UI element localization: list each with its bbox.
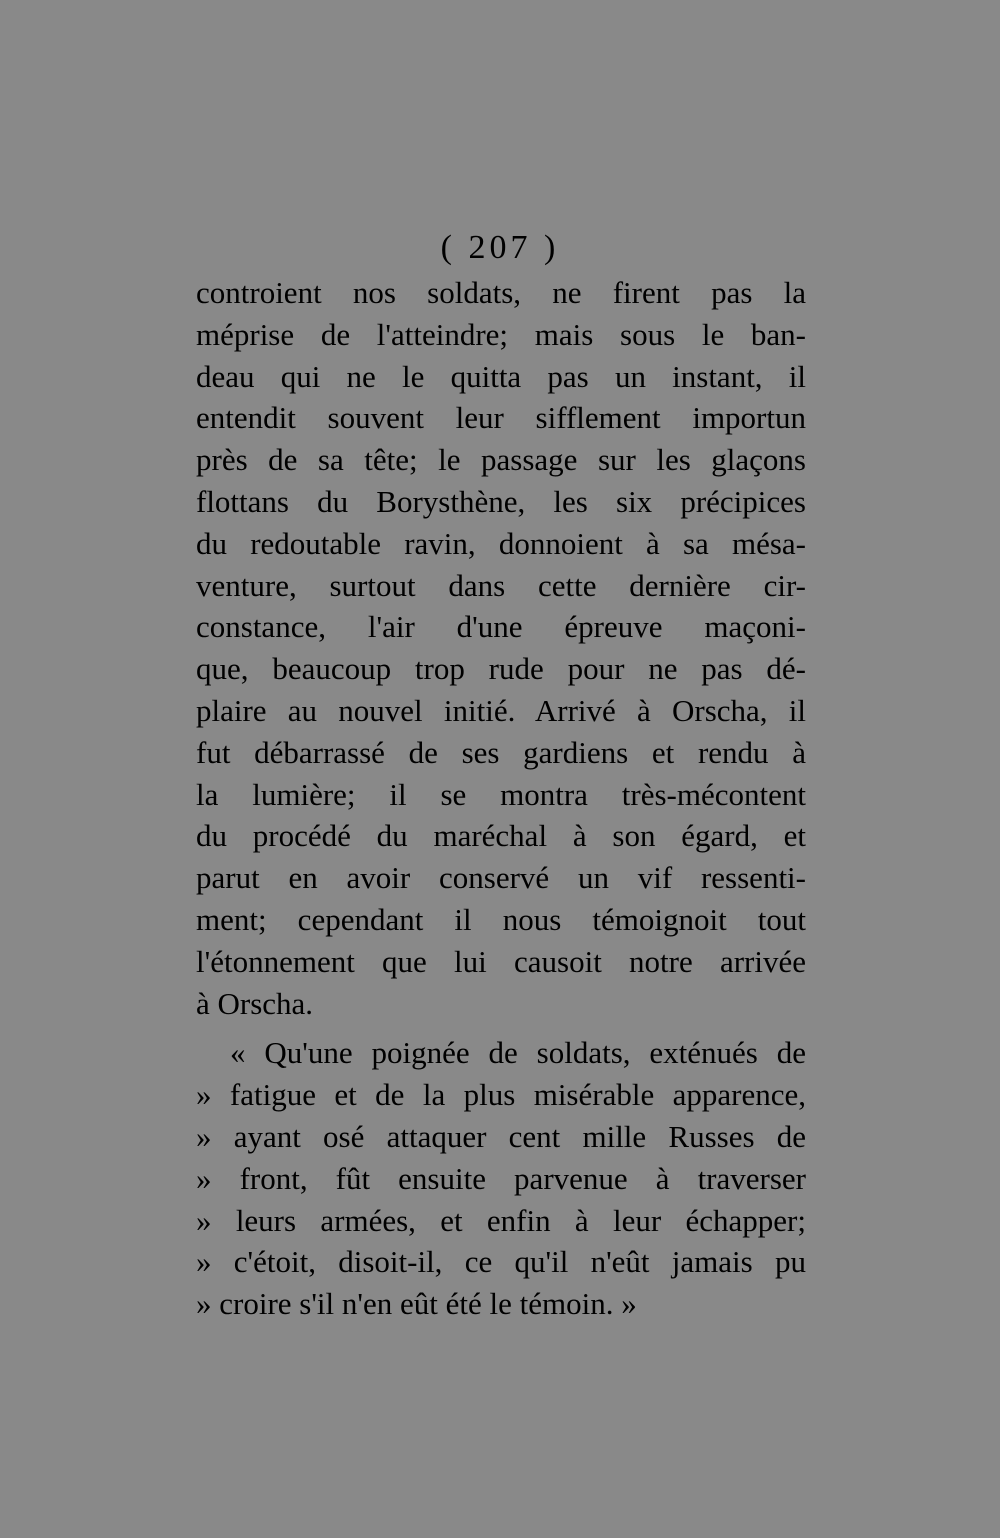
text-line: ment; cependant il nous témoignoit tout [196, 901, 806, 937]
text-line: la lumière; il se montra très-mécontent [196, 776, 806, 812]
text-line: fut débarrassé de ses gardiens et rendu à [196, 734, 806, 770]
page-number: ( 207 ) [440, 229, 560, 266]
body-text [196, 272, 806, 1325]
text-line: que, beaucoup trop rude pour ne pas dé- [196, 651, 806, 687]
text-line: venture, surtout dans cette dernière cir- [196, 567, 806, 603]
quote-line: » front, fût ensuite parvenue à traverser [196, 1160, 806, 1196]
paragraph-gap [196, 1024, 806, 1032]
quote-line: « Qu'une poignée de soldats, exténués de [230, 1035, 806, 1071]
paragraph-1 [196, 272, 806, 1024]
text-line: deau qui ne le quitta pas un instant, il [196, 358, 806, 394]
text-line: entendit souvent leur sifflement importun [196, 400, 806, 436]
text-line: près de sa tête; le passage sur les glaçons [196, 442, 806, 478]
text-line: l'étonnement que lui causoit notre arrivée [196, 943, 806, 979]
quote-line: » ayant osé attaquer cent mille Russes de [196, 1118, 806, 1154]
quote-line: » c'étoit, disoit-il, ce qu'il n'eût jamais pu [196, 1244, 806, 1280]
paragraph-2-quotation [196, 1032, 806, 1325]
quote-line: » fatigue et de la plus misérable apparence, [196, 1077, 806, 1113]
quote-line: » croire s'il n'en eût été le témoin. » [196, 1286, 637, 1322]
text-line: à Orscha. [196, 985, 314, 1021]
text-line: méprise de l'atteindre; mais sous le ban- [196, 316, 806, 352]
text-line: flottans du Borysthène, les six précipices [196, 483, 806, 519]
text-line: du redoutable ravin, donnoient à sa mésa- [196, 525, 806, 561]
text-line: du procédé du maréchal à son égard, et [196, 818, 806, 854]
text-line: parut en avoir conservé un vif ressenti- [196, 860, 806, 896]
text-line: controient nos soldats, ne firent pas la [196, 275, 806, 310]
text-line: plaire au nouvel initié. Arrivé à Orscha, il [196, 692, 806, 728]
text-line: constance, l'air d'une épreuve maçoni- [196, 609, 806, 645]
quote-line: » leurs armées, et enfin à leur échapper; [196, 1202, 806, 1238]
